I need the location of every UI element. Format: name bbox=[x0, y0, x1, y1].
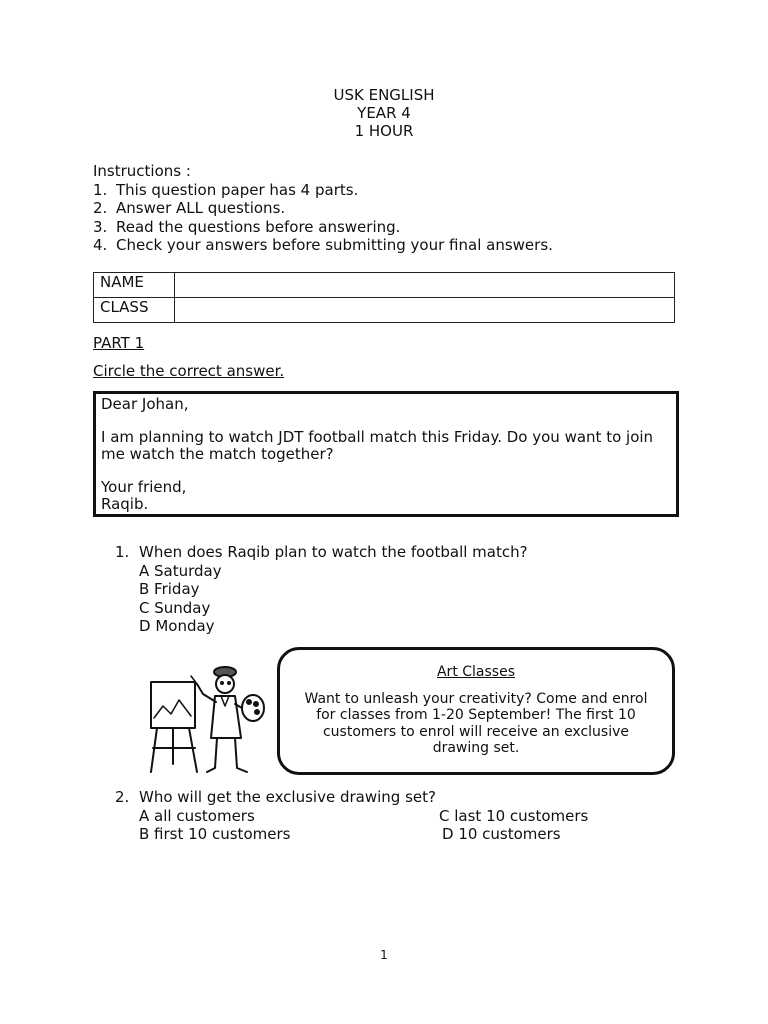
paper-header bbox=[0, 86, 768, 140]
question-number: 1. bbox=[115, 543, 130, 561]
instructions-title: Instructions : bbox=[93, 162, 191, 180]
letter-body: I am planning to watch JDT football match this Friday. Do you want to join me watch the match together? bbox=[101, 427, 654, 463]
option-d[interactable]: D 10 customers bbox=[442, 825, 561, 843]
part-title: PART 1 bbox=[93, 334, 145, 352]
class-row bbox=[94, 298, 675, 323]
class-field[interactable] bbox=[175, 298, 675, 323]
question-2 bbox=[115, 788, 635, 844]
instruction-item bbox=[93, 199, 553, 218]
advert-title: Art Classes bbox=[436, 664, 515, 680]
option-b[interactable]: B first 10 customers bbox=[139, 825, 291, 843]
letter-closing: Your friend, bbox=[101, 477, 187, 496]
class-label: CLASS bbox=[94, 298, 175, 323]
name-field[interactable] bbox=[175, 273, 675, 298]
letter-signature: Raqib. bbox=[101, 495, 149, 513]
instruction-item bbox=[93, 181, 553, 200]
option-d[interactable]: D Monday bbox=[139, 617, 215, 635]
name-label: NAME bbox=[94, 273, 175, 298]
instruction-number: 2. bbox=[93, 199, 108, 217]
letter-box bbox=[93, 391, 679, 517]
question-text: When does Raqib plan to watch the football match? bbox=[139, 543, 528, 561]
year-label: YEAR 4 bbox=[357, 104, 411, 122]
question-text: Who will get the exclusive drawing set? bbox=[139, 788, 436, 806]
instruction-text: This question paper has 4 parts. bbox=[116, 180, 359, 199]
part-instruction: Circle the correct answer. bbox=[93, 362, 285, 380]
instruction-number: 1. bbox=[93, 180, 108, 199]
instructions-block bbox=[93, 162, 553, 255]
page-number: 1 bbox=[380, 948, 388, 962]
question-1 bbox=[115, 543, 528, 636]
art-classes-advert bbox=[277, 647, 675, 775]
instruction-number: 3. bbox=[93, 217, 108, 236]
instruction-text: Read the questions before answering. bbox=[116, 217, 401, 236]
option-a[interactable]: A Saturday bbox=[139, 561, 222, 580]
question-number: 2. bbox=[115, 788, 130, 806]
instruction-number: 4. bbox=[93, 236, 108, 254]
name-row bbox=[94, 273, 675, 298]
option-c[interactable]: C Sunday bbox=[139, 598, 211, 617]
painter-at-easel-icon bbox=[145, 660, 270, 780]
advert-body: Want to unleash your creativity? Come and enrol for classes from 1-20 September! The first 10 customers to enrol will receive an exclusive drawing set. bbox=[304, 690, 648, 756]
student-info-table bbox=[93, 272, 675, 323]
option-b[interactable]: B Friday bbox=[139, 580, 200, 598]
instruction-item bbox=[93, 236, 553, 255]
instruction-item bbox=[93, 218, 553, 237]
subject-title: USK ENGLISH bbox=[333, 86, 435, 104]
instruction-text: Answer ALL questions. bbox=[116, 199, 286, 217]
option-a[interactable]: A all customers bbox=[139, 806, 255, 825]
duration-label: 1 HOUR bbox=[354, 122, 414, 140]
instruction-text: Check your answers before submitting your final answers. bbox=[116, 236, 553, 254]
option-c[interactable]: C last 10 customers bbox=[439, 806, 589, 825]
letter-greeting: Dear Johan, bbox=[101, 395, 189, 413]
